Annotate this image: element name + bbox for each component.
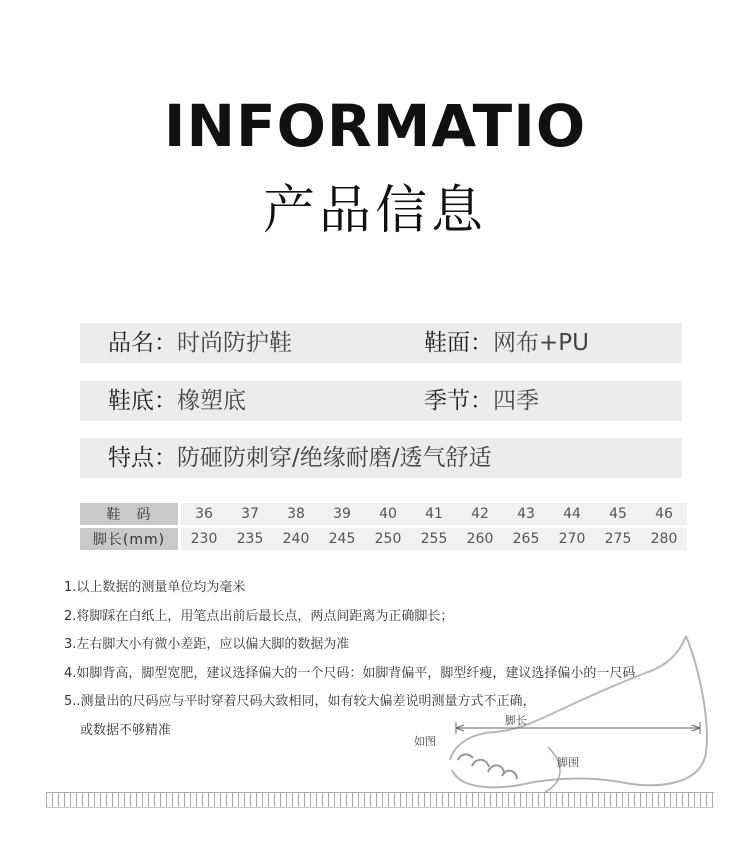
size-cell: 43 (503, 503, 549, 525)
note-4: 4.如脚背高，脚型宽肥，建议选择偏大的一个尺码：如脚背偏平，脚型纤瘦，建议选择偏小的一尺码 (64, 666, 636, 681)
length-cell: 275 (595, 528, 641, 550)
note-3: 3.左右脚大小有微小差距，应以偏大脚的数据为准 (64, 637, 350, 652)
size-cell: 41 (411, 503, 457, 525)
size-row (80, 503, 687, 525)
note-5: 5..测量出的尺码应与平时穿着尺码大致相同，如有较大偏差说明测量方式不正确， (64, 694, 536, 709)
size-cell: 38 (273, 503, 319, 525)
length-cell: 255 (411, 528, 457, 550)
size-cell: 44 (549, 503, 595, 525)
features: 特点：防砸防刺穿/绝缘耐磨/透气舒适 (108, 445, 492, 471)
note-1: 1.以上数据的测量单位均为毫米 (64, 580, 246, 595)
info-row-3 (80, 438, 682, 478)
size-cell: 40 (365, 503, 411, 525)
foot-width-label: 如图 (414, 735, 436, 748)
length-row (80, 528, 687, 550)
size-cell: 36 (178, 503, 227, 525)
note-6: 或数据不够精准 (80, 723, 172, 738)
foot-diagram (400, 630, 730, 800)
length-cell: 280 (641, 528, 687, 550)
length-cell: 230 (178, 528, 227, 550)
title-cn: 产品信息 (262, 181, 487, 241)
upper-material: 鞋面：网布+PU (424, 330, 589, 356)
info-row-2 (80, 381, 682, 421)
size-cell: 39 (319, 503, 365, 525)
size-cell: 42 (457, 503, 503, 525)
info-row-1 (80, 323, 682, 363)
size-header: 鞋 码 (80, 503, 178, 525)
length-cell: 270 (549, 528, 595, 550)
length-cell: 245 (319, 528, 365, 550)
product-name: 品名：时尚防护鞋 (108, 330, 292, 356)
size-cell: 37 (227, 503, 273, 525)
foot-length-label: 脚长 (505, 714, 527, 727)
length-cell: 260 (457, 528, 503, 550)
size-cell: 46 (641, 503, 687, 525)
length-cell: 265 (503, 528, 549, 550)
size-cell: 45 (595, 503, 641, 525)
length-cell: 235 (227, 528, 273, 550)
measuring-ruler (46, 792, 714, 808)
foot-girth-label: 脚围 (557, 756, 579, 769)
sole-material: 鞋底：橡塑底 (108, 388, 246, 414)
season: 季节：四季 (424, 388, 539, 414)
note-2: 2.将脚踩在白纸上，用笔点出前后最长点，两点间距离为正确脚长； (64, 609, 454, 624)
length-cell: 240 (273, 528, 319, 550)
title-en: INFORMATIO (163, 92, 587, 160)
length-cell: 250 (365, 528, 411, 550)
length-header: 脚长(mm) (80, 528, 178, 550)
size-table (80, 500, 687, 553)
